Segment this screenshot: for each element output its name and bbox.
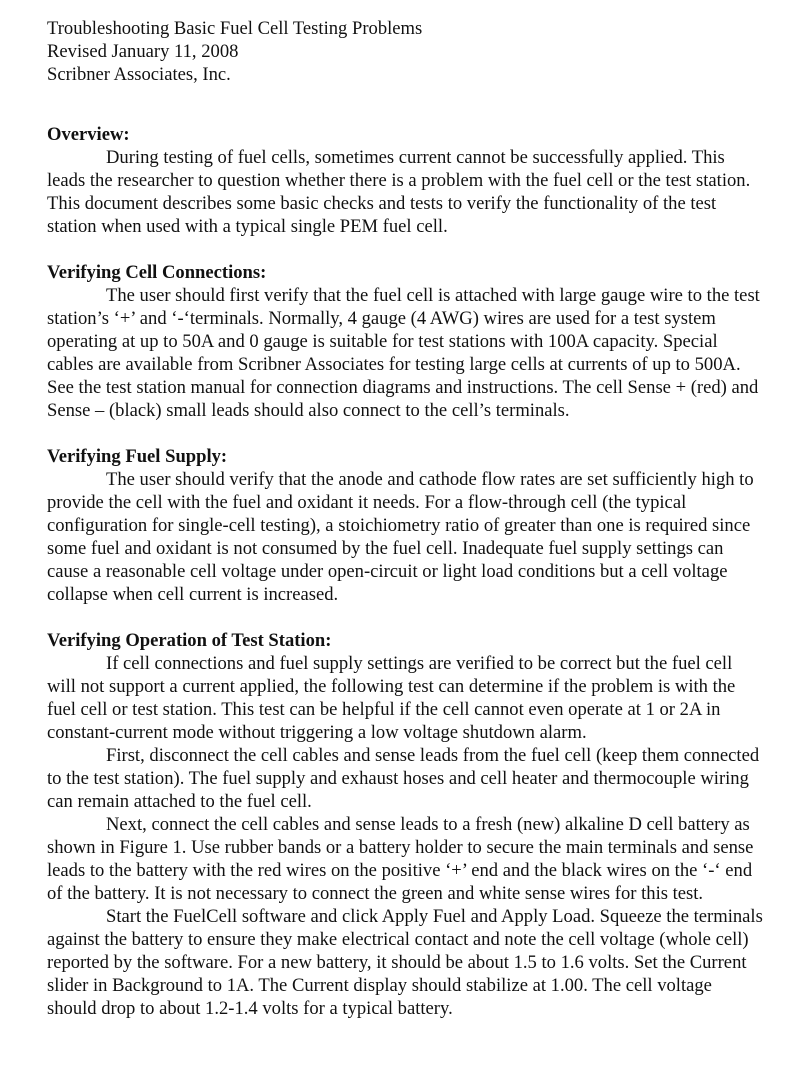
document-header bbox=[47, 17, 763, 86]
document-title: Troubleshooting Basic Fuel Cell Testing Problems bbox=[47, 18, 423, 39]
paragraph: The user should first verify that the fuel cell is attached with large gauge wire to the test station’s ‘+’ and ‘-‘terminals. Normally, 4 gauge (4 AWG) wires are used for a test system operating at up to 50A and 0 gauge is suitable for test stations with 100A capacity. Special cables are available from Scribner Associates for testing large cells at currents of up to 500A. See the test station manual for connection diagrams and instructions. The cell Sense + (red) and Sense – (black) small leads should also connect to the cell’s terminals. bbox=[47, 285, 760, 421]
section-heading: Verifying Fuel Supply: bbox=[47, 446, 228, 467]
paragraph: Next, connect the cell cables and sense leads to a fresh (new) alkaline D cell battery as shown in Figure 1. Use rubber bands or a battery holder to secure the main terminals and sense leads to the battery with the red wires on the positive ‘+’ end and the black wires on the ‘-‘ end of the battery. It is not necessary to connect the green and white sense wires for this test. bbox=[47, 814, 754, 904]
paragraph: The user should verify that the anode and cathode flow rates are set sufficiently high to provide the cell with the fuel and oxidant it needs. For a flow-through cell (the typical configuration for single-cell testing), a stoichiometry ratio of greater than one is required since some fuel and oxidant is not consumed by the fuel cell. Inadequate fuel supply settings can cause a reasonable cell voltage under open-circuit or light load conditions but a cell voltage collapse when cell current is increased. bbox=[47, 469, 754, 605]
section-verifying-cell-connections bbox=[47, 261, 763, 422]
section-overview bbox=[47, 123, 763, 238]
paragraph: During testing of fuel cells, sometimes current cannot be successfully applied. This leads the researcher to question whether there is a problem with the fuel cell or the test station. This document describes some basic checks and tests to verify the functionality of the test station when used with a typical single PEM fuel cell. bbox=[47, 147, 751, 237]
document-page bbox=[47, 17, 763, 1020]
section-heading: Verifying Operation of Test Station: bbox=[47, 630, 332, 651]
section-verifying-fuel-supply bbox=[47, 445, 763, 606]
company-name: Scribner Associates, Inc. bbox=[47, 64, 231, 85]
paragraph: If cell connections and fuel supply settings are verified to be correct but the fuel cell will not support a current applied, the following test can determine if the problem is with the fuel cell or test station. This test can be helpful if the cell cannot even operate at 1 or 2A in constant-current mode without triggering a low voltage shutdown alarm. bbox=[47, 653, 736, 743]
section-heading: Overview: bbox=[47, 124, 130, 145]
section-heading: Verifying Cell Connections: bbox=[47, 262, 267, 283]
section-verifying-operation-of-test-station bbox=[47, 629, 763, 1020]
paragraph: Start the FuelCell software and click Apply Fuel and Apply Load. Squeeze the terminals against the battery to ensure they make electrical contact and note the cell voltage (whole cell) reported by the software. For a new battery, it should be about 1.5 to 1.6 volts. Set the Current slider in Background to 1A. The Current display should stabilize at 1.00. The cell voltage should drop to about 1.2-1.4 volts for a typical battery. bbox=[47, 906, 763, 1019]
revision-date: Revised January 11, 2008 bbox=[47, 41, 239, 62]
paragraph: First, disconnect the cell cables and sense leads from the fuel cell (keep them connected to the test station). The fuel supply and exhaust hoses and cell heater and thermocouple wiring can remain attached to the fuel cell. bbox=[47, 745, 760, 812]
